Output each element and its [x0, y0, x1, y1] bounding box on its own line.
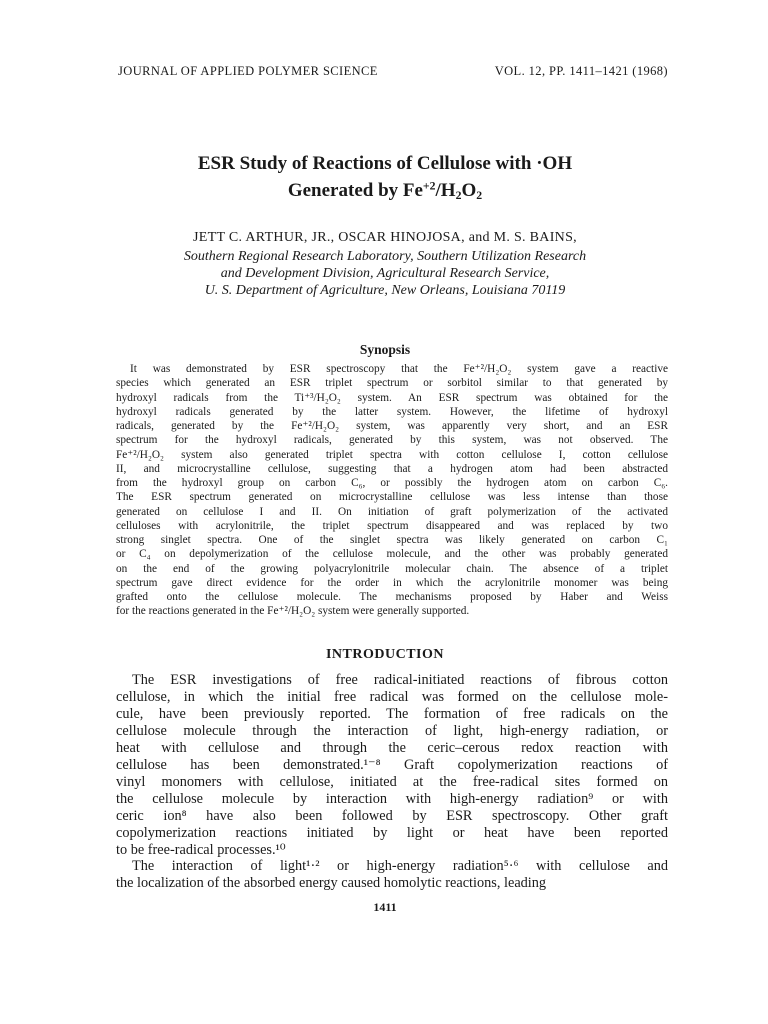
affiliation-line: and Development Division, Agricultural Research Service,	[220, 266, 550, 281]
text-line: II, and microcrystalline cellulose, suggesting that a hydrogen atom had been abstracted	[116, 462, 668, 475]
text-line: Fe⁺²/H₂O₂ system also generated triplet spectra with cotton cellulose I, cotton cellulose	[116, 448, 668, 461]
introduction-text	[116, 672, 668, 892]
text-line: generated on cellulose I and II. On initiation of graft polymerization of the activated	[116, 505, 668, 518]
text-line: copolymerization reactions initiated by light or heat have been reported	[116, 824, 668, 841]
volume-info: VOL. 12, PP. 1411–1421 (1968)	[494, 64, 668, 78]
text-line: hydroxyl radicals from the Ti⁺³/H₂O₂ system. An ESR spectrum was obtained for the	[116, 391, 668, 404]
affiliation-line: Southern Regional Research Laboratory, Southern Utilization Research	[183, 249, 587, 264]
text-line: The ESR spectrum generated on microcrystalline cellulose was less intense than those	[116, 491, 668, 504]
affiliation-line: U. S. Department of Agriculture, New Orleans, Louisiana 70119	[204, 283, 566, 298]
text-line: species which generated an ESR triplet spectrum or sorbitol similar to that generated by	[116, 377, 668, 390]
text-line: to be free-radical processes.¹⁰	[116, 841, 286, 858]
text-line: heat with cellulose and through the ceric–cerous redox reaction with	[116, 739, 668, 756]
text-line: spectrum for the hydroxyl radicals, generated by this system, was not observed. The	[116, 434, 668, 447]
text-line: from the hydroxyl group on carbon C₆, or possibly the hydrogen atom on carbon C₆.	[116, 477, 668, 489]
text-line: cule, have been previously reported. The formation of free radicals on the	[116, 705, 668, 722]
text-line: cellulose, in which the initial free radical was formed on the cellulose mole-	[116, 688, 668, 705]
text-line: on the end of the growing polyacrylonitrile molecular chain. The absence of a triplet	[116, 562, 668, 575]
author-list: JETT C. ARTHUR, JR., OSCAR HINOJOSA, and M. S. BAINS,	[193, 230, 577, 245]
text-line: vinyl monomers with cellulose, initiated at the free-radical sites formed on	[116, 773, 668, 790]
text-line: or C₄ on depolymerization of the cellulose molecule, and the other was probably generated	[116, 548, 668, 561]
text-line: cellulose has been demonstrated.¹⁻⁸ Graft copolymerization reactions of	[116, 756, 668, 773]
text-line: The interaction of light¹·² or high-energy radiation⁵·⁶ with cellulose and	[132, 858, 668, 875]
synopsis-heading: Synopsis	[359, 342, 411, 357]
text-line: the cellulose molecule by interaction with high-energy radiation⁹ or with	[116, 790, 668, 807]
text-line: grafted onto the cellulose molecule. The mechanisms proposed by Haber and Weiss	[116, 591, 668, 603]
text-line: for the reactions generated in the Fe⁺²/H₂O₂ system were generally supported.	[116, 605, 470, 618]
text-line: hydroxyl radicals generated by the latter system. However, the lifetime of hydroxyl	[116, 405, 668, 418]
paper-title	[100, 150, 670, 204]
text-line: The ESR investigations of free radical-initiated reactions of fibrous cotton	[132, 672, 668, 688]
synopsis-text	[116, 362, 668, 619]
text-line: radicals, generated by the Fe⁺²/H₂O₂ system, was apparently very short, and an ESR	[116, 420, 668, 432]
text-line: ceric ion⁸ have also been followed by ESR spectroscopy. Other graft	[116, 807, 668, 824]
text-line: strong singlet spectra. One of the singlet spectra was likely generated on carbon C₁	[116, 534, 668, 546]
text-line: celluloses with acrylonitrile, the triplet spectrum disappeared and was replaced by two	[116, 519, 668, 532]
text-line: cellulose molecule through the interaction of light, high-energy radiation, or	[116, 722, 668, 739]
text-line: spectrum gave direct evidence for the order in which the acrylonitrile monomer was being	[116, 576, 668, 589]
text-line: the localization of the absorbed energy caused homolytic reactions, leading	[116, 875, 547, 892]
affiliation	[100, 248, 670, 299]
running-head	[118, 64, 668, 79]
title-line-2: Generated by $Fe^{+2}/H_2O_2$	[287, 179, 483, 202]
text-line: It was demonstrated by ESR spectroscopy that the Fe⁺²/H₂O₂ system gave a reactive	[130, 363, 668, 375]
introduction-heading: INTRODUCTION	[325, 647, 444, 662]
page-number: 1411	[373, 900, 397, 914]
title-line-1: ESR Study of Reactions of Cellulose with ·OH	[197, 153, 573, 174]
journal-name: JOURNAL OF APPLIED POLYMER SCIENCE	[118, 64, 378, 78]
